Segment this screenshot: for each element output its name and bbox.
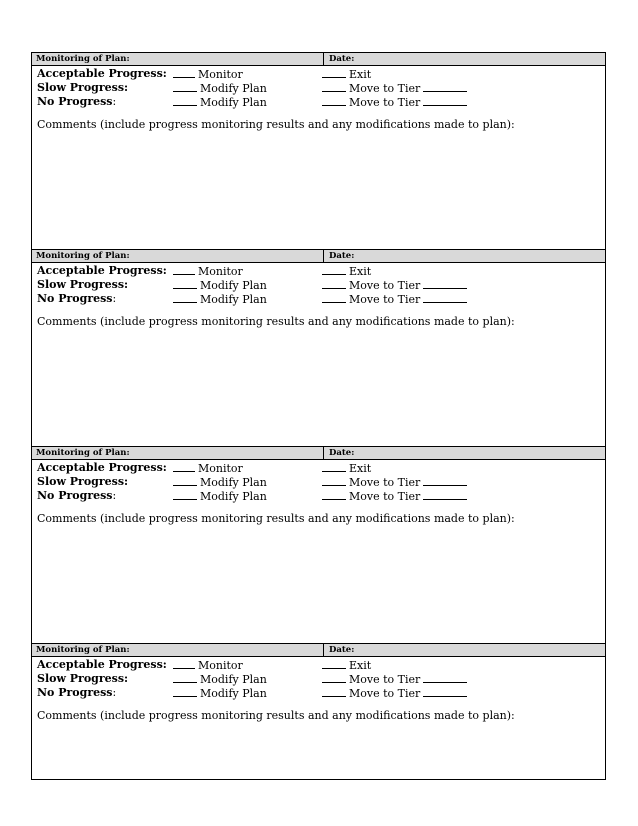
slow-progress-label: Slow Progress:: [37, 672, 129, 685]
move-to-tier-blank[interactable]: [322, 686, 346, 697]
no-progress-colon: :: [112, 292, 117, 305]
tier-number-blank[interactable]: [423, 489, 467, 500]
no-progress-colon: :: [112, 686, 117, 699]
slow-progress-row: [32, 475, 605, 489]
monitoring-block-3: [32, 446, 605, 643]
no-progress-colon: :: [112, 489, 117, 502]
exit-blank[interactable]: [322, 264, 346, 275]
exit-option: Exit: [349, 265, 372, 278]
monitoring-of-plan-label: Monitoring of Plan:: [36, 448, 130, 458]
exit-option: Exit: [349, 462, 372, 475]
modify-plan-blank[interactable]: [173, 278, 197, 289]
no-progress-colon: :: [112, 95, 117, 108]
tier-number-blank[interactable]: [423, 292, 467, 303]
comments-prompt: Comments (include progress monitoring results and any modifications made to plan):: [37, 118, 515, 131]
move-to-tier-blank[interactable]: [322, 95, 346, 106]
acceptable-progress-row: [32, 461, 605, 475]
modify-plan-option: Modify Plan: [200, 490, 267, 503]
monitor-blank[interactable]: [173, 264, 195, 275]
move-to-tier-option: Move to Tier: [349, 476, 421, 489]
acceptable-progress-label: Acceptable Progress:: [37, 67, 167, 80]
move-to-tier-option: Move to Tier: [349, 96, 421, 109]
no-progress-label: No Progress: [37, 95, 113, 108]
monitoring-of-plan-label: Monitoring of Plan:: [36, 54, 130, 64]
acceptable-progress-label: Acceptable Progress:: [37, 264, 167, 277]
move-to-tier-blank[interactable]: [322, 489, 346, 500]
no-progress-row: [32, 489, 605, 503]
acceptable-progress-row: [32, 658, 605, 672]
modify-plan-blank[interactable]: [173, 475, 197, 486]
move-to-tier-blank[interactable]: [322, 278, 346, 289]
modify-plan-option: Modify Plan: [200, 293, 267, 306]
modify-plan-blank[interactable]: [173, 81, 197, 92]
tier-number-blank[interactable]: [423, 95, 467, 106]
comments-prompt: Comments (include progress monitoring results and any modifications made to plan):: [37, 315, 515, 328]
no-progress-row: [32, 95, 605, 109]
exit-blank[interactable]: [322, 658, 346, 669]
move-to-tier-blank[interactable]: [322, 292, 346, 303]
slow-progress-label: Slow Progress:: [37, 81, 129, 94]
tier-number-blank[interactable]: [423, 686, 467, 697]
date-label: Date:: [329, 645, 355, 655]
modify-plan-option: Modify Plan: [200, 82, 267, 95]
block-header: [32, 53, 605, 66]
date-label: Date:: [329, 54, 355, 64]
tier-number-blank[interactable]: [423, 81, 467, 92]
no-progress-row: [32, 686, 605, 700]
monitor-blank[interactable]: [173, 658, 195, 669]
comments-prompt: Comments (include progress monitoring results and any modifications made to plan):: [37, 512, 515, 525]
modify-plan-option: Modify Plan: [200, 673, 267, 686]
monitoring-block-1: [32, 53, 605, 250]
slow-progress-label: Slow Progress:: [37, 475, 129, 488]
comments-prompt: Comments (include progress monitoring results and any modifications made to plan):: [37, 709, 515, 722]
no-progress-label: No Progress: [37, 686, 113, 699]
no-progress-row: [32, 292, 605, 306]
no-progress-label: No Progress: [37, 292, 113, 305]
modify-plan-blank[interactable]: [173, 489, 197, 500]
slow-progress-row: [32, 81, 605, 95]
slow-progress-label: Slow Progress:: [37, 278, 129, 291]
tier-number-blank[interactable]: [423, 475, 467, 486]
move-to-tier-blank[interactable]: [322, 672, 346, 683]
move-to-tier-option: Move to Tier: [349, 490, 421, 503]
date-label: Date:: [329, 251, 355, 261]
header-divider: [323, 644, 324, 656]
move-to-tier-option: Move to Tier: [349, 687, 421, 700]
header-divider: [323, 53, 324, 65]
exit-blank[interactable]: [322, 461, 346, 472]
block-header: [32, 447, 605, 460]
monitor-option: Monitor: [198, 68, 243, 81]
move-to-tier-option: Move to Tier: [349, 293, 421, 306]
modify-plan-blank[interactable]: [173, 292, 197, 303]
exit-option: Exit: [349, 68, 372, 81]
header-divider: [323, 447, 324, 459]
date-label: Date:: [329, 448, 355, 458]
acceptable-progress-label: Acceptable Progress:: [37, 658, 167, 671]
monitor-blank[interactable]: [173, 67, 195, 78]
move-to-tier-option: Move to Tier: [349, 279, 421, 292]
no-progress-label: No Progress: [37, 489, 113, 502]
monitor-option: Monitor: [198, 659, 243, 672]
monitoring-of-plan-label: Monitoring of Plan:: [36, 645, 130, 655]
modify-plan-blank[interactable]: [173, 95, 197, 106]
acceptable-progress-row: [32, 264, 605, 278]
move-to-tier-option: Move to Tier: [349, 82, 421, 95]
monitoring-block-4: [32, 643, 605, 779]
move-to-tier-blank[interactable]: [322, 475, 346, 486]
exit-blank[interactable]: [322, 67, 346, 78]
progress-monitoring-form: [31, 52, 606, 780]
modify-plan-option: Modify Plan: [200, 279, 267, 292]
tier-number-blank[interactable]: [423, 278, 467, 289]
monitor-blank[interactable]: [173, 461, 195, 472]
move-to-tier-option: Move to Tier: [349, 673, 421, 686]
move-to-tier-blank[interactable]: [322, 81, 346, 92]
modify-plan-option: Modify Plan: [200, 476, 267, 489]
modify-plan-option: Modify Plan: [200, 687, 267, 700]
header-divider: [323, 250, 324, 262]
acceptable-progress-label: Acceptable Progress:: [37, 461, 167, 474]
modify-plan-blank[interactable]: [173, 686, 197, 697]
monitoring-block-2: [32, 249, 605, 446]
modify-plan-option: Modify Plan: [200, 96, 267, 109]
monitoring-of-plan-label: Monitoring of Plan:: [36, 251, 130, 261]
block-header: [32, 250, 605, 263]
block-header: [32, 644, 605, 657]
modify-plan-blank[interactable]: [173, 672, 197, 683]
slow-progress-row: [32, 672, 605, 686]
slow-progress-row: [32, 278, 605, 292]
acceptable-progress-row: [32, 67, 605, 81]
tier-number-blank[interactable]: [423, 672, 467, 683]
exit-option: Exit: [349, 659, 372, 672]
monitor-option: Monitor: [198, 462, 243, 475]
monitor-option: Monitor: [198, 265, 243, 278]
